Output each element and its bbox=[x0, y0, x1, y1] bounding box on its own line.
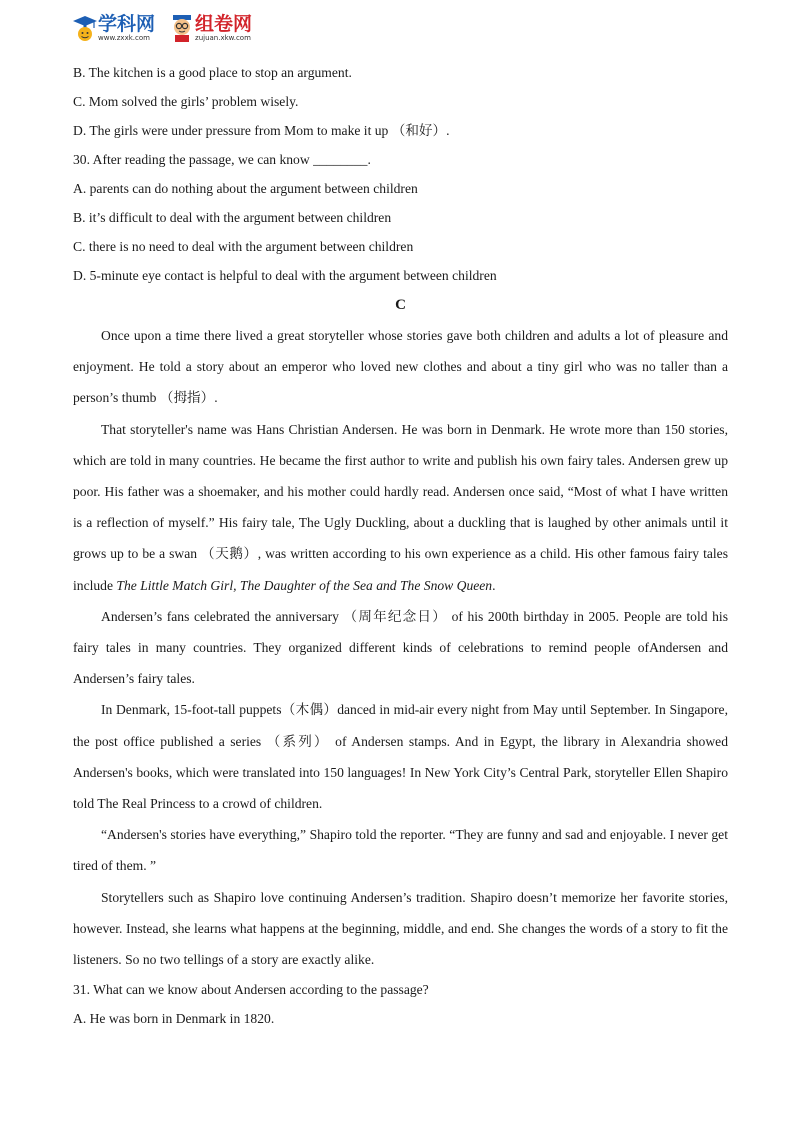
logo2-name: 组卷网 bbox=[195, 12, 253, 35]
logo1-url: www.zxxk.com bbox=[98, 33, 150, 42]
q30-option-c: C. there is no need to deal with the argument between children bbox=[73, 239, 414, 254]
logo2-url: zujuan.xkw.com bbox=[195, 33, 251, 42]
passage-paragraph-6: Storytellers such as Shapiro love continuing Andersen’s tradition. Shapiro doesn’t memorize her favorite stories, however. Instead, she learns what happens at the beginning, middle, and end. She changes the words of a story to fit the listeners. So no two tellings of a story are exactly alike. bbox=[73, 889, 728, 968]
q29-option-b: B. The kitchen is a good place to stop an argument. bbox=[73, 65, 352, 80]
page-header bbox=[72, 10, 266, 46]
q30-option-a: A. parents can do nothing about the argument between children bbox=[73, 181, 418, 196]
q29-option-c: C. Mom solved the girls’ problem wisely. bbox=[73, 94, 299, 109]
p2-main-text: That storyteller's name was Hans Christian Andersen. He was born in Denmark. He wrote more than 150 stories, which are told in many countries. He became the first author to write and publish his own fairy tales. Andersen grew up poor. His father was a shoemaker, and his mother could hardly read. Andersen once said, “Most of what I have written is a reflection of myself.” His fairy tale, The Ugly Duckling, about a duckling that is laughed by other animals until it grows up to be a swan （天鹅）, was written according to his own experience as a child. His other famous fairy tales include bbox=[73, 421, 728, 593]
zujuan-logo bbox=[169, 13, 252, 43]
student-mascot-icon bbox=[169, 13, 195, 43]
q30-option-b: B. it’s difficult to deal with the argument between children bbox=[73, 210, 392, 225]
passage-paragraph-3: Andersen’s fans celebrated the anniversary （周年纪念日） of his 200th birthday in 2005. People are told his fairy tales in many countries. They organized different kinds of celebrations to remind people ofAndersen and Andersen’s fairy tales. bbox=[73, 608, 728, 687]
document-body bbox=[73, 58, 728, 1033]
q30-stem: 30. After reading the passage, we can know ________. bbox=[73, 152, 371, 167]
passage-paragraph-2 bbox=[73, 414, 728, 601]
passage-paragraph-5: “Andersen's stories have everything,” Shapiro told the reporter. “They are funny and sad and enjoyable. I never get tired of them. ” bbox=[73, 827, 728, 874]
logo1-name: 学科网 bbox=[98, 12, 156, 35]
passage-paragraph-1: Once upon a time there lived a great storyteller whose stories gave both children and adults a lot of pleasure and enjoyment. He told a story about an emperor who loved new clothes and about a tiny girl who was no taller than a person’s thumb （拇指）. bbox=[73, 328, 728, 406]
mortarboard-icon bbox=[72, 13, 98, 43]
p2-italic-titles: The Little Match Girl, The Daughter of the Sea and The Snow Queen bbox=[116, 577, 493, 593]
zxxk-logo bbox=[72, 13, 155, 43]
section-title: C bbox=[395, 297, 406, 313]
q31-option-a: A. He was born in Denmark in 1820. bbox=[73, 1011, 275, 1027]
q29-option-d: D. The girls were under pressure from Mom to make it up （和好）. bbox=[73, 123, 450, 138]
q30-option-d: D. 5-minute eye contact is helpful to deal with the argument between children bbox=[73, 268, 497, 283]
q31-stem: 31. What can we know about Andersen according to the passage? bbox=[73, 982, 429, 998]
passage-paragraph-4: In Denmark, 15-foot-tall puppets（木偶）danced in mid-air every night from May until September. In Singapore, the post office published a series （系列） of Andersen stamps. And in Egypt, the library in Alexandria showed Andersen's books, which were translated into 150 languages! In New York City’s Central Park, storyteller Ellen Shapiro told The Real Princess to a crowd of children. bbox=[73, 702, 728, 812]
p2-end: . bbox=[492, 577, 496, 593]
